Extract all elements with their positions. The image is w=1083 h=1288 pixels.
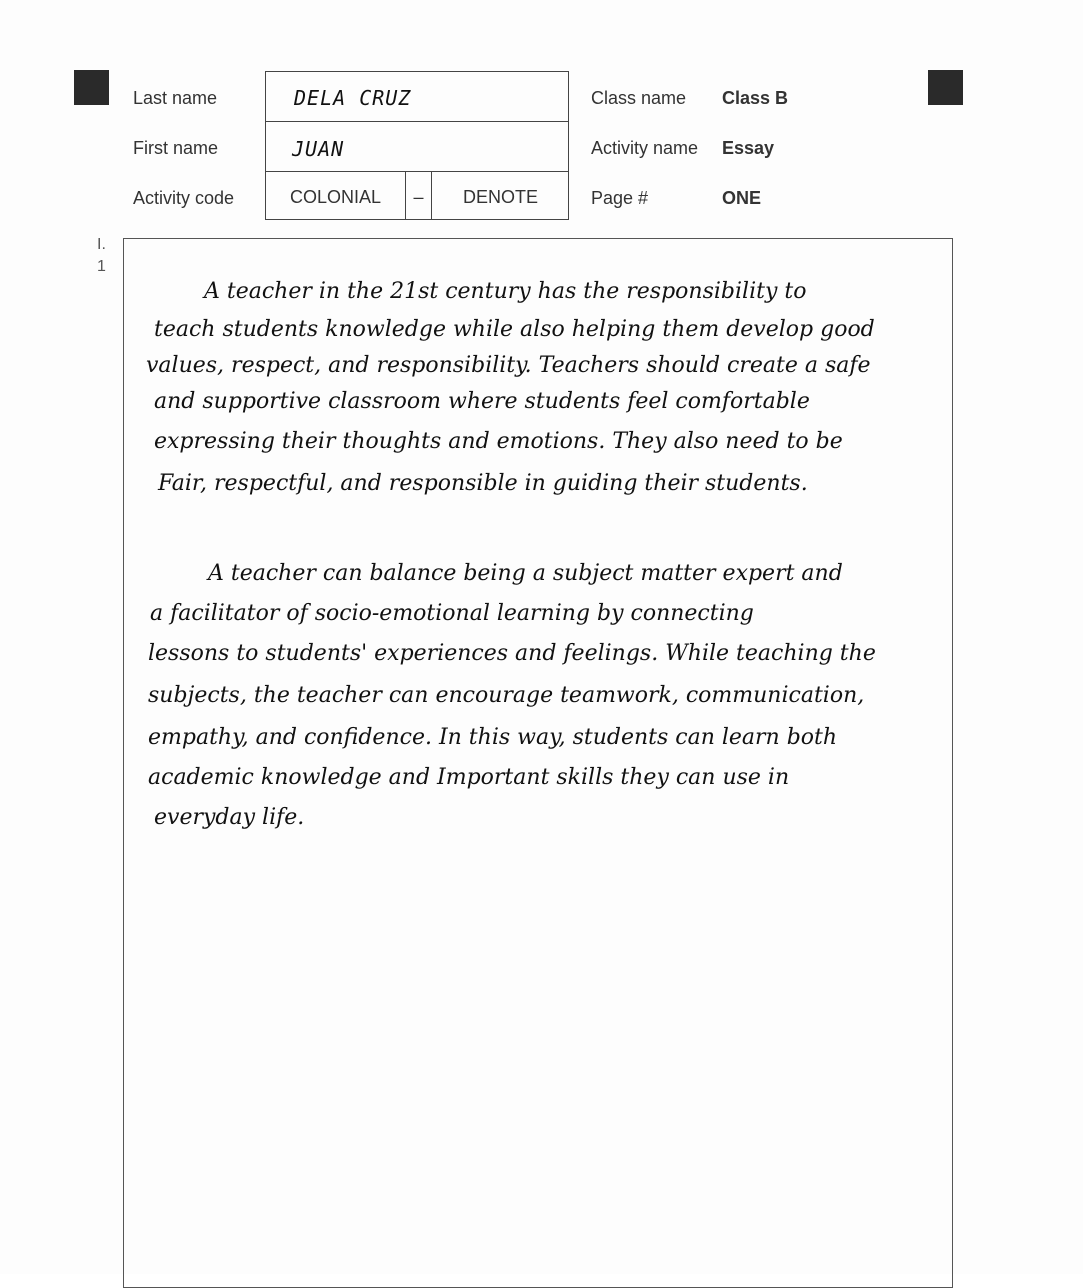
- activity-code-separator: –: [413, 187, 424, 207]
- question-number: 1: [97, 258, 106, 275]
- last-name-field[interactable]: DELA CRUZ: [294, 86, 412, 110]
- activity-code-part1: COLONIAL: [289, 187, 382, 207]
- activity-code-part2: DENOTE: [462, 187, 538, 207]
- essay-line: A teacher can balance being a subject matter expert and: [208, 561, 843, 586]
- essay-line: A teacher in the 21st century has the responsibility to: [204, 279, 807, 304]
- answer-box[interactable]: [123, 238, 953, 1288]
- essay-line: and supportive classroom where students feel comfortable: [154, 389, 810, 414]
- row-divider: [266, 171, 568, 172]
- activity-name-label: Activity name: [591, 138, 699, 158]
- student-info-box: [265, 71, 569, 220]
- page-number-label: Page #: [591, 188, 649, 208]
- essay-line: everyday life.: [154, 805, 305, 830]
- first-name-label: First name: [133, 138, 219, 158]
- essay-line: empathy, and confidence. In this way, students can learn both: [148, 725, 838, 750]
- class-name-value: Class B: [722, 88, 789, 108]
- section-number: I.: [97, 236, 106, 253]
- essay-line: lessons to students' experiences and feelings. While teaching the: [148, 641, 876, 666]
- last-name-label: Last name: [133, 88, 218, 108]
- essay-line: a facilitator of socio-emotional learning by connecting: [150, 601, 754, 626]
- class-name-label: Class name: [591, 88, 687, 108]
- essay-line: Fair, respectful, and responsible in guiding their students.: [158, 471, 808, 496]
- essay-line: teach students knowledge while also helping them develop good: [154, 317, 875, 342]
- essay-line: expressing their thoughts and emotions. They also need to be: [154, 429, 843, 454]
- registration-mark-right: [928, 70, 963, 105]
- first-name-field[interactable]: JUAN: [292, 137, 345, 161]
- activity-code-label: Activity code: [133, 188, 235, 208]
- essay-line: values, respect, and responsibility. Teachers should create a safe: [146, 353, 871, 378]
- activity-name-value: Essay: [722, 138, 775, 158]
- essay-line: subjects, the teacher can encourage teamwork, communication,: [148, 683, 865, 708]
- page-number-value: ONE: [722, 188, 762, 208]
- essay-line: academic knowledge and Important skills they can use in: [148, 765, 790, 790]
- registration-mark-left: [74, 70, 109, 105]
- row-divider: [266, 121, 568, 122]
